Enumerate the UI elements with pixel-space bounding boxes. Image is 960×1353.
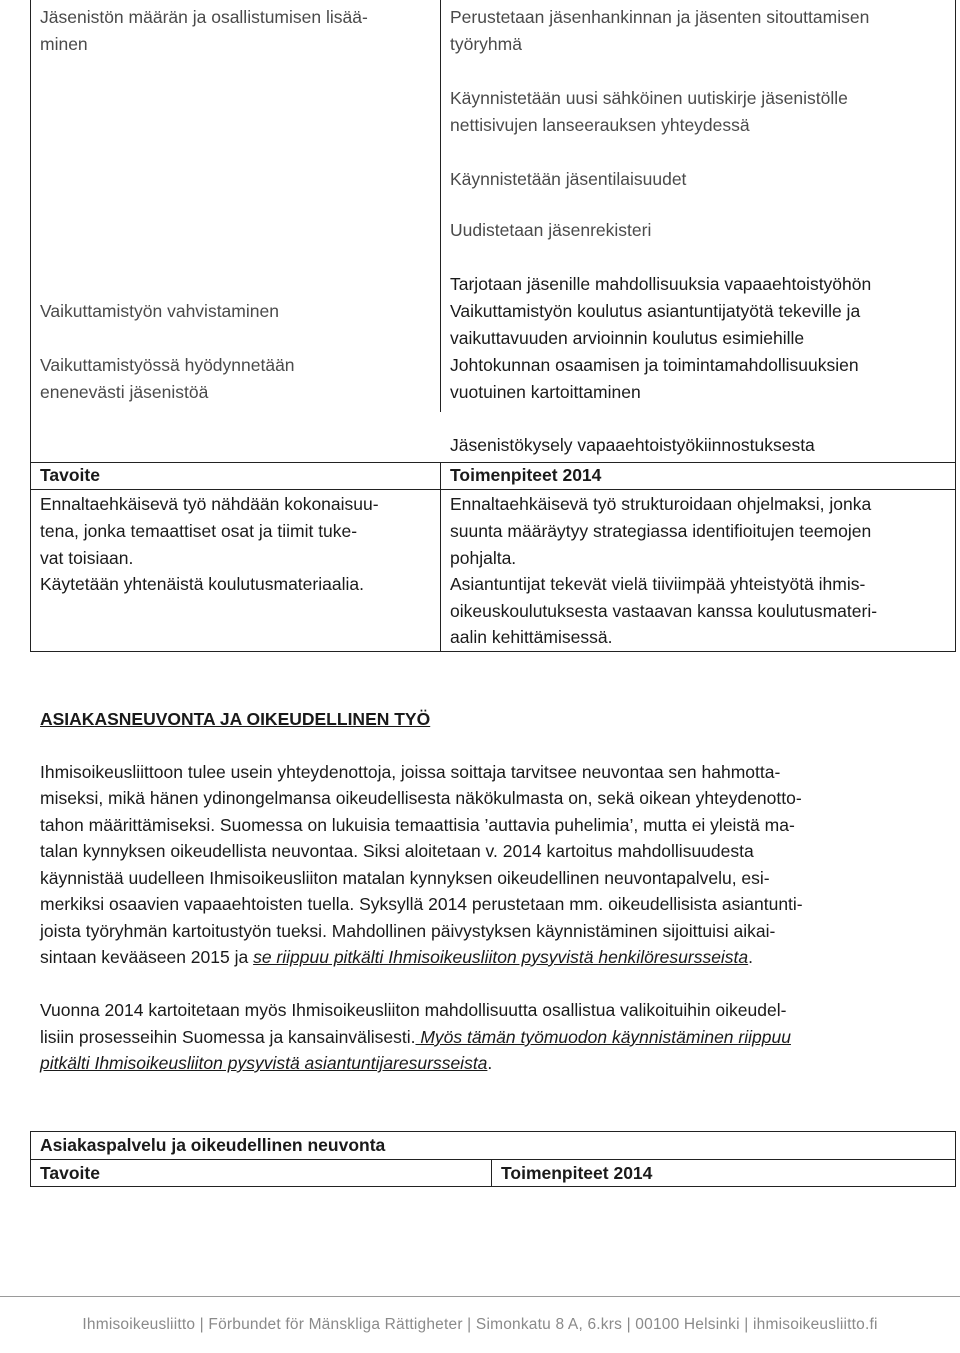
action-text: Käynnistetään jäsentilaisuudet bbox=[450, 169, 687, 189]
action-text: suunta määräytyy strategiassa identifioitujen teemojen bbox=[450, 521, 872, 541]
action-text: Käynnistetään uusi sähköinen uutiskirje jäsenistölle bbox=[450, 88, 848, 108]
action-text: Tarjotaan jäsenille mahdollisuuksia vapaaehtoistyöhön bbox=[450, 274, 872, 294]
action-text: Perustetaan jäsenhankinnan ja jäsenten sitouttamisen bbox=[450, 7, 870, 27]
section-heading: ASIAKASNEUVONTA JA OIKEUDELLINEN TYÖ bbox=[40, 709, 431, 729]
action-text: Jäsenistökysely vapaaehtoistyökiinnostuksesta bbox=[450, 435, 815, 455]
column-divider bbox=[491, 1159, 492, 1187]
column-divider bbox=[440, 0, 441, 412]
paragraph-line bbox=[40, 1050, 492, 1076]
paragraph-line: miseksi, mikä hänen ydinongelmansa oikeudellisesta näkökulmasta on, sekä oikean yhteydenotto- bbox=[40, 788, 802, 808]
emphasis-text: pitkälti Ihmisoikeusliiton pysyvistä asiantuntijaresursseista bbox=[40, 1053, 488, 1073]
action-text: Ennaltaehkäisevä työ strukturoidaan ohjelmaksi, jonka bbox=[450, 494, 872, 514]
action-text: työryhmä bbox=[450, 34, 522, 54]
table-title: Asiakaspalvelu ja oikeudellinen neuvonta bbox=[40, 1135, 386, 1155]
goal-text: Vaikuttamistyön vahvistaminen bbox=[40, 301, 279, 321]
emphasis-text: Myös tämän työmuodon käynnistäminen riippuu bbox=[415, 1027, 791, 1047]
page-footer: Ihmisoikeusliitto | Förbundet för Mänskliga Rättigheter | Simonkatu 8 A, 6.krs | 00100 Helsinki | ihmisoikeusliitto.fi bbox=[0, 1296, 960, 1340]
column-header-actions: Toimenpiteet 2014 bbox=[501, 1163, 653, 1183]
action-text: Vaikuttamistyön koulutus asiantuntijatyötä tekeville ja bbox=[450, 301, 861, 321]
paragraph-line: merkiksi osaavien vapaaehtoisten tuella. Syksyllä 2014 perustetaan mm. oikeudellisista asiantunti- bbox=[40, 894, 803, 914]
action-text: aalin kehittämisessä. bbox=[450, 627, 613, 647]
goal-text: Vaikuttamistyössä hyödynnetään bbox=[40, 355, 295, 375]
action-text: Johtokunnan osaamisen ja toimintamahdollisuuksien bbox=[450, 355, 859, 375]
paragraph-line: Vuonna 2014 kartoitetaan myös Ihmisoikeusliiton mahdollisuutta osallistua valikoituihin oikeudel- bbox=[40, 1000, 787, 1020]
paragraph-line bbox=[40, 1024, 791, 1050]
paragraph-text: lisiin prosesseihin Suomessa ja kansainvälisesti. bbox=[40, 1027, 416, 1047]
goal-text: tena, jonka temaattiset osat ja tiimit tuke- bbox=[40, 521, 358, 541]
action-text: Uudistetaan jäsenrekisteri bbox=[450, 220, 652, 240]
action-text: Asiantuntijat tekevät vielä tiiviimpää yhteistyötä ihmis- bbox=[450, 574, 866, 594]
paragraph-text: sintaan kevääseen 2015 ja bbox=[40, 947, 254, 967]
column-header-goal: Tavoite bbox=[40, 465, 100, 485]
row-divider bbox=[30, 1159, 956, 1160]
column-header-actions: Toimenpiteet 2014 bbox=[450, 465, 602, 485]
column-header-goal: Tavoite bbox=[40, 1163, 100, 1183]
goal-text: minen bbox=[40, 34, 88, 54]
goal-text: Käytetään yhtenäistä koulutusmateriaalia. bbox=[40, 574, 364, 594]
action-text: oikeuskoulutuksesta vastaavan kanssa koulutusmateri- bbox=[450, 601, 878, 621]
paragraph-line: talan kynnyksen oikeudellista neuvontaa. Siksi aloitetaan v. 2014 kartoitus mahdollisuudesta bbox=[40, 841, 754, 861]
paragraph-line: joista työryhmän kartoitustyön tueksi. Mahdollinen päivystyksen käynnistäminen sijoittuisi aikai- bbox=[40, 921, 776, 941]
paragraph-line bbox=[40, 944, 753, 970]
action-text: vaikuttavuuden arvioinnin koulutus esimiehille bbox=[450, 328, 805, 348]
paragraph-line: käynnistää uudelleen Ihmisoikeusliiton matalan kynnyksen oikeudellinen neuvontapalvelu, esi- bbox=[40, 868, 770, 888]
paragraph-line: tahon määrittämiseksi. Suomessa on lukuisia temaattisia ’auttavia puhelimia’, mutta ei yleistä ma- bbox=[40, 815, 795, 835]
column-divider bbox=[440, 462, 441, 652]
paragraph-text: . bbox=[748, 947, 754, 967]
action-text: nettisivujen lanseerauksen yhteydessä bbox=[450, 115, 750, 135]
paragraph-text: . bbox=[487, 1053, 493, 1073]
action-text: pohjalta. bbox=[450, 548, 517, 568]
paragraph-line: Ihmisoikeusliittoon tulee usein yhteydenottoja, joissa soittaja tarvitsee neuvontaa sen hahmotta- bbox=[40, 762, 781, 782]
row-divider bbox=[30, 489, 956, 490]
goal-text: enenevästi jäsenistöä bbox=[40, 382, 209, 402]
goal-text: Jäsenistön määrän ja osallistumisen lisää- bbox=[40, 7, 368, 27]
action-text: vuotuinen kartoittaminen bbox=[450, 382, 641, 402]
emphasis-text: se riippuu pitkälti Ihmisoikeusliiton pysyvistä henkilöresursseista bbox=[253, 947, 749, 967]
goal-text: Ennaltaehkäisevä työ nähdään kokonaisuu- bbox=[40, 494, 379, 514]
goal-text: vat toisiaan. bbox=[40, 548, 134, 568]
